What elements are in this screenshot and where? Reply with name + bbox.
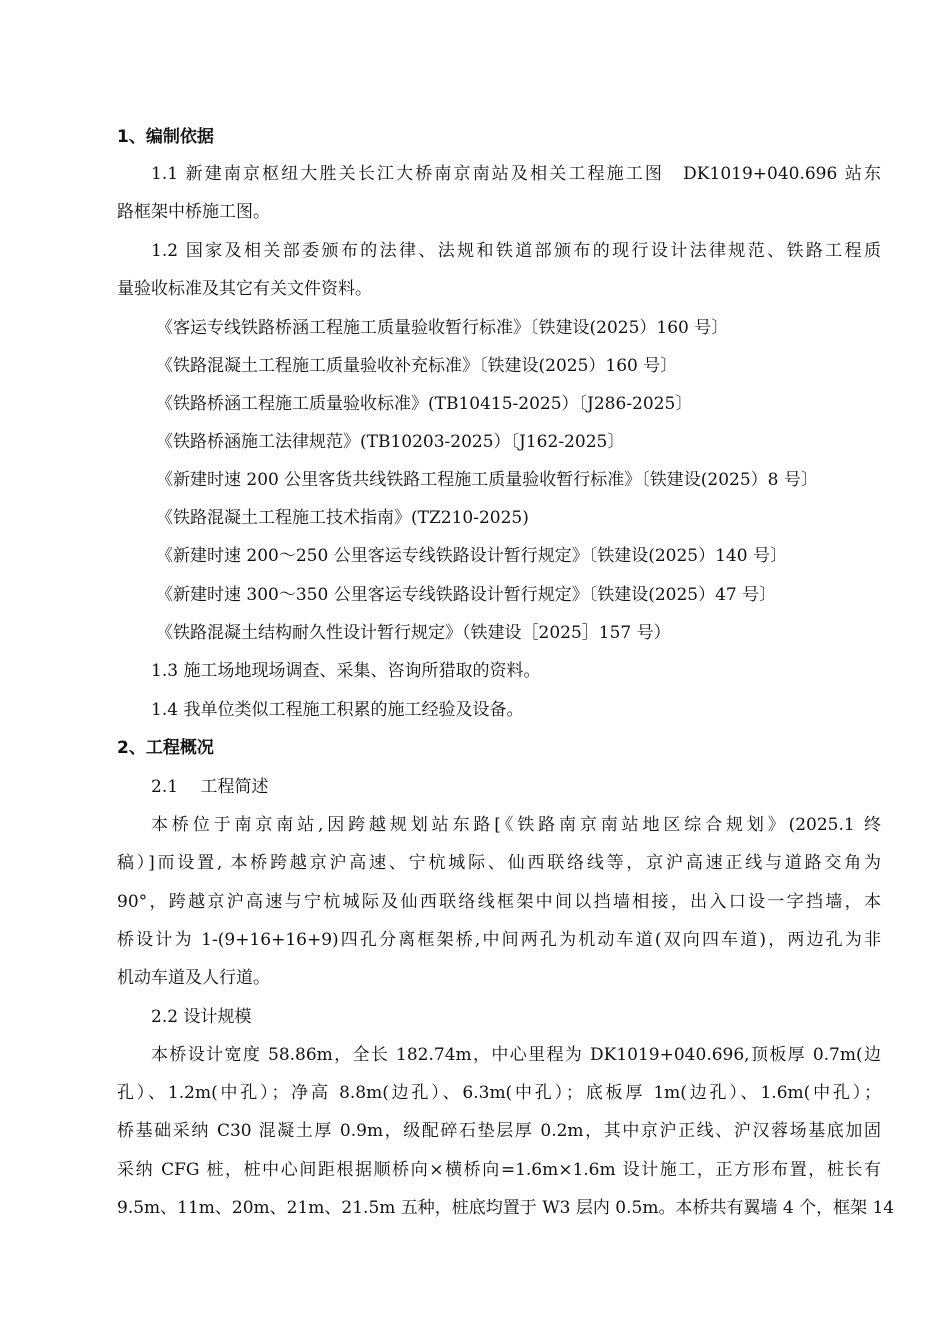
section-2-heading: 2、工程概况 [117,738,214,758]
standard-item: 《铁路混凝土工程施工技术指南》(TZ210-2025) [156,508,529,528]
paragraph-2-1-line: 机动车道及人行道。 [117,968,270,988]
paragraph-2-2-line: 孔）、1.2m(中孔）；净高 8.8m(边孔）、6.3m(中孔）；底板厚 1m(边孔）、1.6m(中孔）； [117,1083,881,1103]
paragraph-2-1-line: 90°，跨越京沪高速与宁杭城际及仙西联络线框架中间以挡墙相接，出入口设一字挡墙，本 [117,892,881,912]
paragraph-1-2-line-2: 量验收标准及其它有关文件资料。 [117,279,372,299]
subsection-2-1-title: 2.1 工程简述 [151,777,269,797]
paragraph-2-1-line: 桥设计为 1-(9+16+16+9)四孔分离框架桥,中间两孔为机动车道(双向四车道)，两边孔为非 [117,930,881,950]
section-1-heading: 1、编制依据 [117,127,214,147]
subsection-2-2-title: 2.2 设计规模 [151,1007,252,1027]
standard-item: 《新建时速 200～250 公里客运专线铁路设计暂行规定》〔铁建设(2025）140 号〕 [156,546,787,566]
paragraph-2-2-line: 采纳 CFG 桩，桩中心间距根据顺桥向×横桥向=1.6m×1.6m 设计施工，正方形布置，桩长有 [117,1160,881,1180]
standard-item: 《客运专线铁路桥涵工程施工质量验收暂行标准》〔铁建设(2025）160 号〕 [156,318,729,338]
standard-item: 《铁路桥涵施工法律规范》(TB10203-2025）〔J162-2025〕 [156,432,625,452]
paragraph-2-1-line: 稿）]而设置, 本桥跨越京沪高速、宁杭城际、仙西联络线等，京沪高速正线与道路交角为 [117,853,881,873]
paragraph-1-4: 1.4 我单位类似工程施工积累的施工经验及设备。 [151,700,524,720]
standard-item: 《新建时速 300～350 公里客运专线铁路设计暂行规定》〔铁建设(2025）47 号〕 [156,585,777,605]
paragraph-1-1-line-1: 1.1 新建南京枢纽大胜关长江大桥南京南站及相关工程施工图 DK1019+040.696 站东 [151,164,881,184]
paragraph-2-1-line: 本桥位于南京南站,因跨越规划站东路[《铁路南京南站地区综合规划》(2025.1 终 [151,815,881,835]
paragraph-2-2-line: 9.5m、11m、20m、21m、21.5m 五种，桩底均置于 W3 层内 0.5m。本桥共有翼墙 4 个，框架 14 [117,1198,895,1218]
paragraph-1-3: 1.3 施工场地现场调查、采集、咨询所猎取的资料。 [151,661,541,681]
paragraph-1-2-line-1: 1.2 国家及相关部委颁布的法律、法规和铁道部颁布的现行设计法律规范、铁路工程质 [151,241,881,261]
standard-item: 《铁路桥涵工程施工质量验收标准》(TB10415-2025）〔J286-2025〕 [156,394,693,414]
standard-item: 《铁路混凝土工程施工质量验收补充标准》〔铁建设(2025）160 号〕 [156,356,678,376]
paragraph-2-2-line: 本桥设计宽度 58.86m，全长 182.74m，中心里程为 DK1019+040.696,顶板厚 0.7m(边 [151,1045,881,1065]
paragraph-2-2-line: 桥基础采纳 C30 混凝土厚 0.9m，级配碎石垫层厚 0.2m，其中京沪正线、沪汉蓉场基底加固 [117,1121,881,1141]
standard-item: 《新建时速 200 公里客货共线铁路工程施工质量验收暂行标准》〔铁建设(2025）8 号〕 [156,470,818,490]
standard-item: 《铁路混凝土结构耐久性设计暂行规定》（铁建设［2025］157 号） [156,623,671,643]
paragraph-1-1-line-2: 路框架中桥施工图。 [117,202,270,222]
